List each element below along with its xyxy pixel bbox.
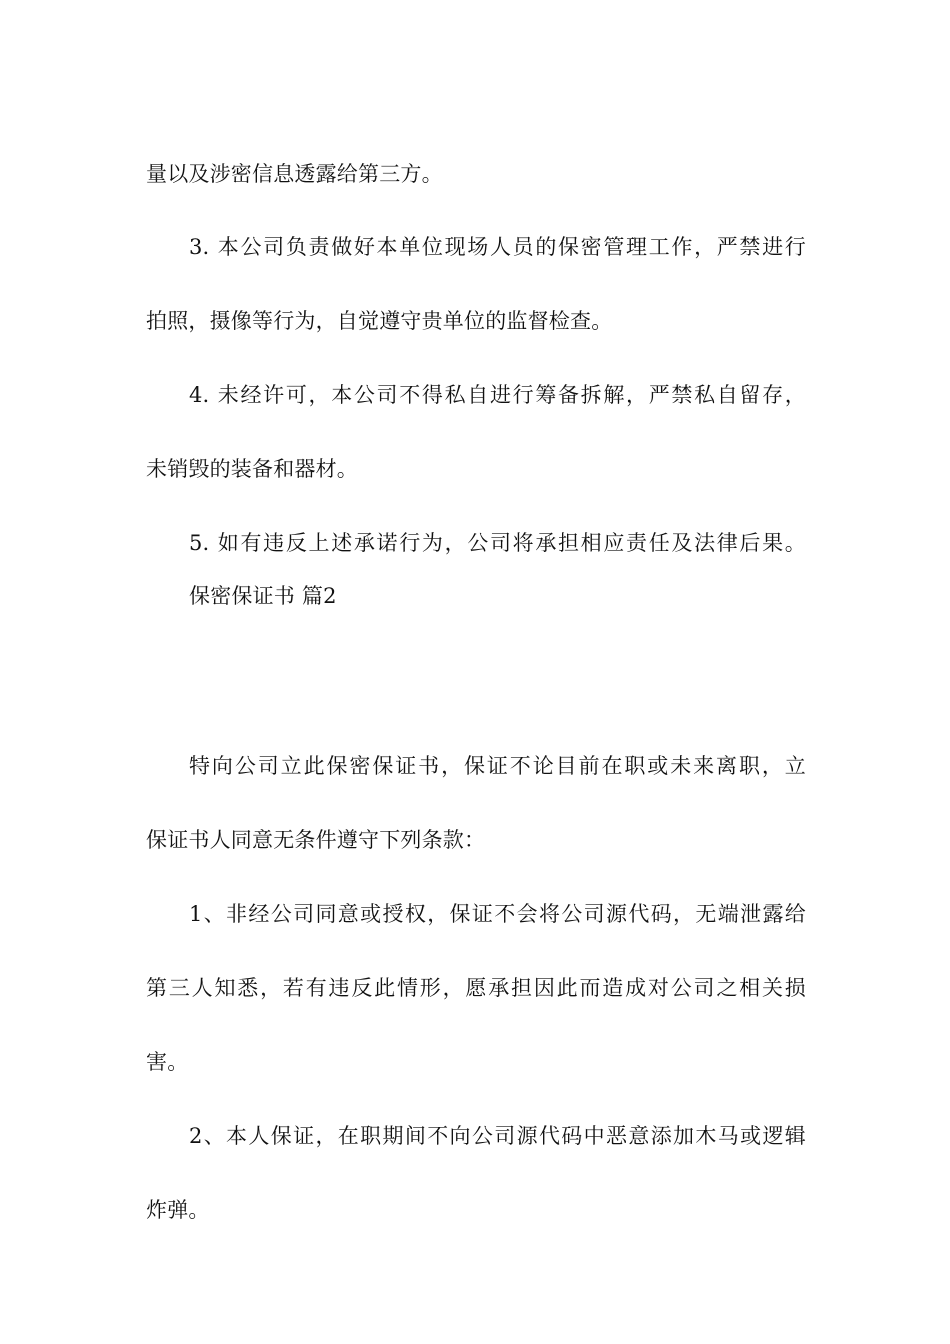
intro-line-1: 特向公司立此保密保证书，保证不论目前在职或未来离职，立 — [189, 754, 806, 778]
clause-1-line-1: 1、非经公司同意或授权，保证不会将公司源代码，无端泄露给 — [189, 902, 806, 926]
clause-1-line-3: 害。 — [146, 1050, 189, 1074]
clause-4-line-2: 未销毁的装备和器材。 — [146, 457, 358, 481]
clause-5-line-1: 5. 如有违反上述承诺行为，公司将承担相应责任及法律后果。 — [189, 531, 806, 555]
clause-3-line-1: 3. 本公司负责做好本单位现场人员的保密管理工作，严禁进行 — [189, 235, 806, 259]
clause-4-line-1: 4. 未经许可，本公司不得私自进行筹备拆解，严禁私自留存， — [189, 383, 806, 407]
clause-3-line-2: 拍照，摄像等行为，自觉遵守贵单位的监督检查。 — [146, 309, 613, 333]
clause-2-line-1: 2、本人保证，在职期间不向公司源代码中恶意添加木马或逻辑 — [189, 1124, 806, 1148]
intro-line-2: 保证书人同意无条件遵守下列条款： — [146, 828, 486, 852]
text-line-continuation: 量以及涉密信息透露给第三方。 — [146, 162, 443, 186]
section-heading: 保密保证书 篇2 — [189, 584, 337, 608]
clause-2-line-2: 炸弹。 — [146, 1198, 210, 1222]
clause-1-line-2: 第三人知悉，若有违反此情形，愿承担因此而造成对公司之相关损 — [146, 976, 806, 1000]
